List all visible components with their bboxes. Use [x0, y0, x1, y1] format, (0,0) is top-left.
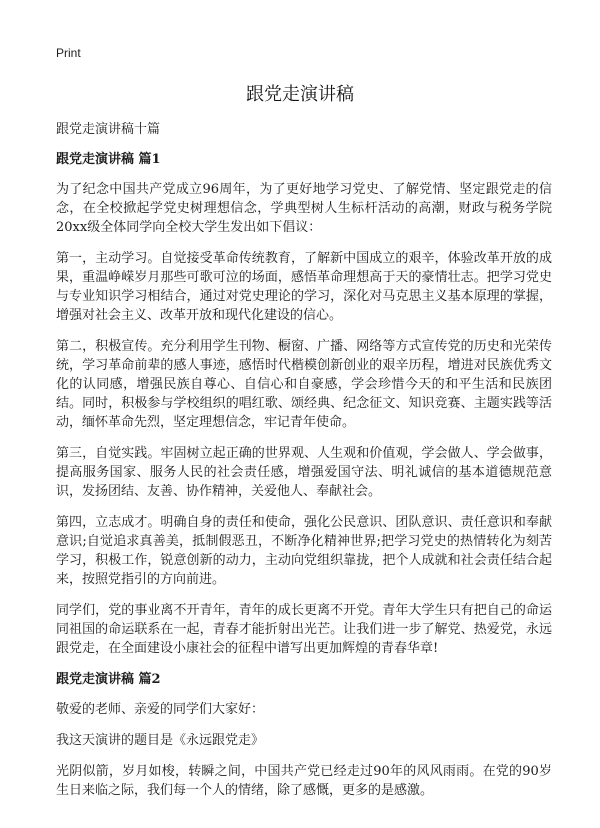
paragraph: 第二，积极宣传。充分利用学生刊物、橱窗、广播、网络等方式宣传党的历史和光荣传统，学习革命前辈的感人事迹，感悟时代楷模创新创业的艰辛历程，增进对民族优秀文化的认同感，增强民族自尊心、自信心和自豪感，学会珍惜今天的和平生活和民族团结。同时，积极参与学校组织的唱红歌、颂经典、纪念征文、知识竞赛、主题实践等活动，缅怀革命先烈，坚定理想信念，牢记青年使命。: [56, 339, 552, 430]
paragraph: 为了纪念中国共产党成立96周年，为了更好地学习党史、了解党情、坚定跟党走的信念，在全校掀起学党史树理想信念，学典型树人生标杆活动的高潮，财政与税务学院20xx级全体同学向全校大学生发出如下倡议：: [56, 182, 552, 235]
page-title: 跟党走演讲稿: [246, 84, 354, 105]
section-heading-2: 跟党走演讲稿 篇2: [56, 672, 161, 687]
paragraph: 第四，立志成才。明确自身的责任和使命，强化公民意识、团队意识、责任意识和奉献意识;自觉追求真善美，抵制假恶丑，不断净化精神世界;把学习党史的热情转化为刻苦学习，积极工作，锐意创新的动力，主动向党组织靠拢，把个人成就和社会责任结合起来，按照党指引的方向前进。: [56, 515, 552, 587]
paragraph: 同学们，党的事业离不开青年，青年的成长更离不开党。青年大学生只有把自己的命运同祖国的命运联系在一起，青春才能折射出光芒。让我们进一步了解党、热爱党，永远跟党走，在全面建设小康社会的征程中谱写出更加辉煌的青春华章!: [56, 603, 552, 656]
paragraph: 我这天演讲的题目是《永远跟党走》: [56, 733, 265, 748]
section-heading-1: 跟党走演讲稿 篇1: [56, 152, 161, 167]
paragraph: 第三，自觉实践。牢固树立起正确的世界观、人生观和价值观，学会做人、学会做事，提高服务国家、服务人民的社会责任感，增强爱国守法、明礼诚信的基本道德规范意识，发扬团结、友善、协作精神，关爱他人、奉献社会。: [56, 446, 552, 499]
print-link[interactable]: Print: [56, 46, 81, 60]
paragraph: 光阴似箭，岁月如梭，转瞬之间，中国共产党已经走过90年的风风雨雨。在党的90岁生日来临之际，我们每一个人的情绪，除了感慨，更多的是感激。: [56, 764, 552, 798]
article-subtitle: 跟党走演讲稿十篇: [56, 122, 161, 137]
article-body: [56, 120, 552, 812]
paragraph: 敬爱的老师、亲爱的同学们大家好：: [56, 702, 265, 717]
paragraph: 第一，主动学习。自觉接受革命传统教育，了解新中国成立的艰辛，体验改革开放的成果，重温峥嵘岁月那些可歌可泣的场面，感悟革命理想高于天的豪情壮志。把学习党史与专业知识学习相结合，通过对党史理论的学习，深化对马克思主义基本原理的掌握，增强对社会主义、改革开放和现代化建设的信心。: [56, 251, 552, 323]
